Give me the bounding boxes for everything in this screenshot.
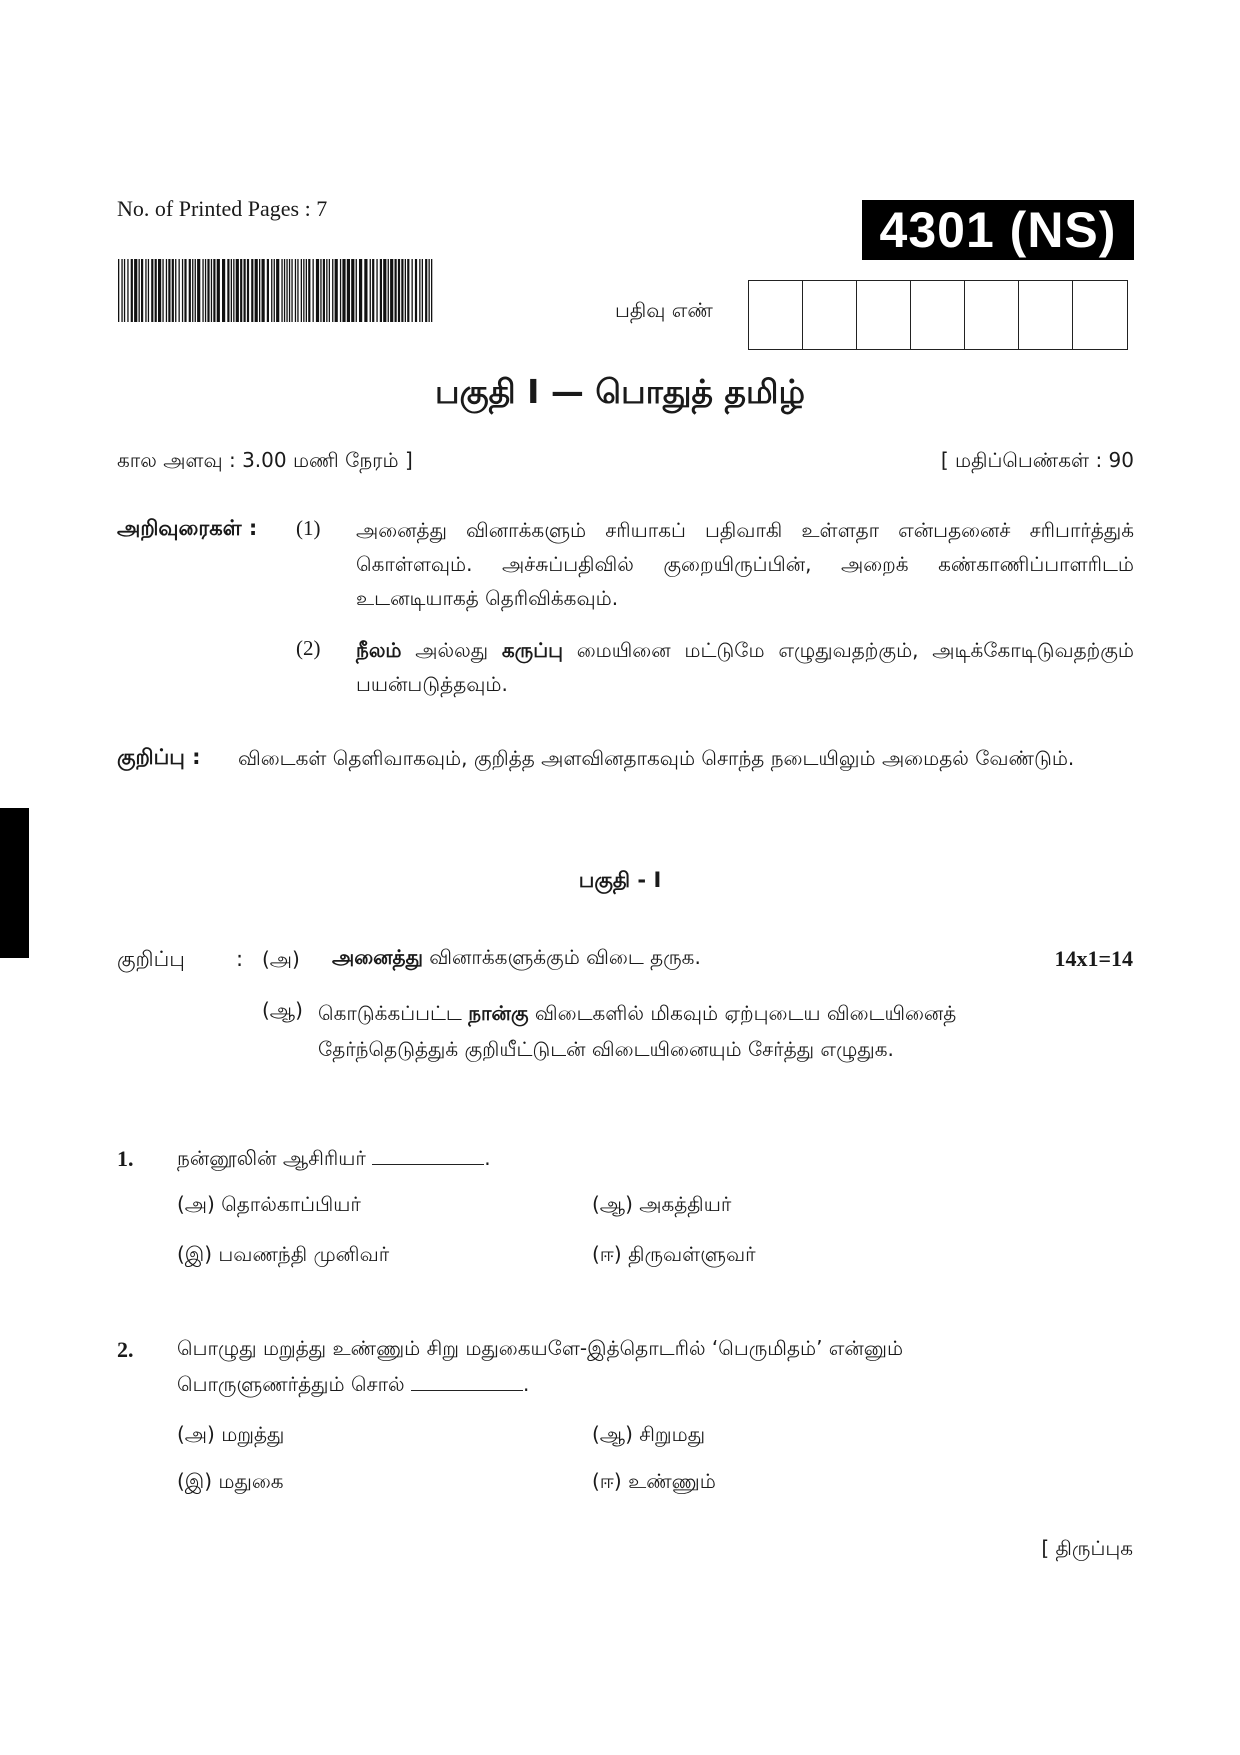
question-number: 2. [117,1337,134,1362]
question-end: . [484,1146,491,1170]
register-number-label: பதிவு எண் [615,298,713,322]
note-text: விடைகள் தெளிவாகவும், குறித்த அளவினதாகவும் சொந்த நடையிலும் அமைதல் வேண்டும். [238,746,1075,770]
note-label: குறிப்பு : [117,745,201,769]
duration-text: கால அளவு : 3.00 மணி நேரம் ] [117,448,413,472]
answer-option[interactable]: (இ) பவணந்தி முனிவர் [177,1242,390,1266]
question-number: 1. [117,1146,134,1171]
section-note-colon: : [236,947,244,971]
answer-option[interactable]: (ஆ) சிறுமது [592,1422,706,1446]
max-marks-text: [ மதிப்பெண்கள் : 90 [940,448,1134,472]
register-number-box[interactable] [965,281,1019,349]
question-end: . [523,1372,530,1396]
section-note-marker: (அ) [262,947,300,971]
section-note-label: குறிப்பு [117,947,185,971]
register-number-box[interactable] [857,281,911,349]
section-note-fragment: விடைகளில் மிகவும் ஏற்புடைய விடையினைத் தேர்ந்தெடுத்துக் குறியீட்டுடன் விடையினையும் சேர்த்து எழுதுக. [318,1001,957,1061]
instructions-label: அறிவுரைகள் : [117,516,258,540]
section-heading: பகுதி - I [578,868,662,892]
answer-blank [411,1390,523,1391]
section-marks: 14x1=14 [1054,946,1133,971]
printed-pages-count: No. of Printed Pages : 7 [117,196,328,221]
register-number-box[interactable] [1019,281,1073,349]
section-note-fragment: வினாக்களுக்கும் விடை தருக. [422,945,701,969]
section-note-emphasis: நான்கு [468,1001,529,1025]
instruction-emphasis: கருப்பு [501,638,563,662]
paper-code-badge: 4301 (NS) [862,200,1134,260]
instruction-fragment: அல்லது [401,638,502,662]
paper-title: பகுதி I — பொதுத் தமிழ் [434,372,806,411]
instruction-fragment: மையினை மட்டுமே எழுதுவதற்கும், அடிக்கோடிடுவதற்கும் பயன்படுத்தவும். [356,638,1134,696]
section-note-b-text [318,995,1074,1067]
question-stem: நன்னூலின் ஆசிரியர் [177,1146,366,1170]
side-margin-bar [0,808,29,958]
register-number-boxes[interactable] [748,280,1128,350]
section-note-a-text [332,945,701,972]
answer-option[interactable]: (ஆ) அகத்தியர் [592,1192,732,1216]
register-number-box[interactable] [803,281,857,349]
instruction-text: அனைத்து வினாக்களும் சரியாகப் பதிவாகி உள்ளதா என்பதனைச் சரிபார்த்துக் கொள்ளவும். அச்சுப்பதிவில் குறையிருப்பின், அறைக் கண்காணிப்பாளரிடம் உடனடியாகத் தெரிவிக்கவும். [356,518,1134,610]
answer-option[interactable]: (அ) மறுத்து [177,1422,285,1446]
question-text [177,1330,1077,1402]
instruction-number: (1) [296,516,321,540]
register-number-box[interactable] [749,281,803,349]
instruction-number: (2) [296,636,321,660]
answer-blank [372,1164,484,1165]
instruction-text [356,633,1134,701]
register-number-box[interactable] [911,281,965,349]
instruction-emphasis: நீலம் [356,638,402,662]
section-note-marker: (ஆ) [262,998,303,1022]
register-number-box[interactable] [1073,281,1127,349]
section-note-emphasis: அனைத்து [332,945,423,969]
question-stem: பொழுது மறுத்து உண்ணும் சிறு மதுகையளே-இத்தொடரில் ‘பெருமிதம்’ என்னும் பொருளுணர்த்தும் சொல் [177,1336,904,1396]
answer-option[interactable]: (அ) தொல்காப்பியர் [177,1192,361,1216]
answer-option[interactable]: (இ) மதுகை [177,1469,284,1493]
turn-over-note: [ திருப்புக [1041,1536,1133,1560]
section-note-fragment: கொடுக்கப்பட்ட [318,1001,469,1025]
question-text [177,1140,491,1176]
barcode-image [118,259,434,322]
answer-option[interactable]: (ஈ) உண்ணும் [592,1469,716,1493]
answer-option[interactable]: (ஈ) திருவள்ளுவர் [592,1242,756,1266]
